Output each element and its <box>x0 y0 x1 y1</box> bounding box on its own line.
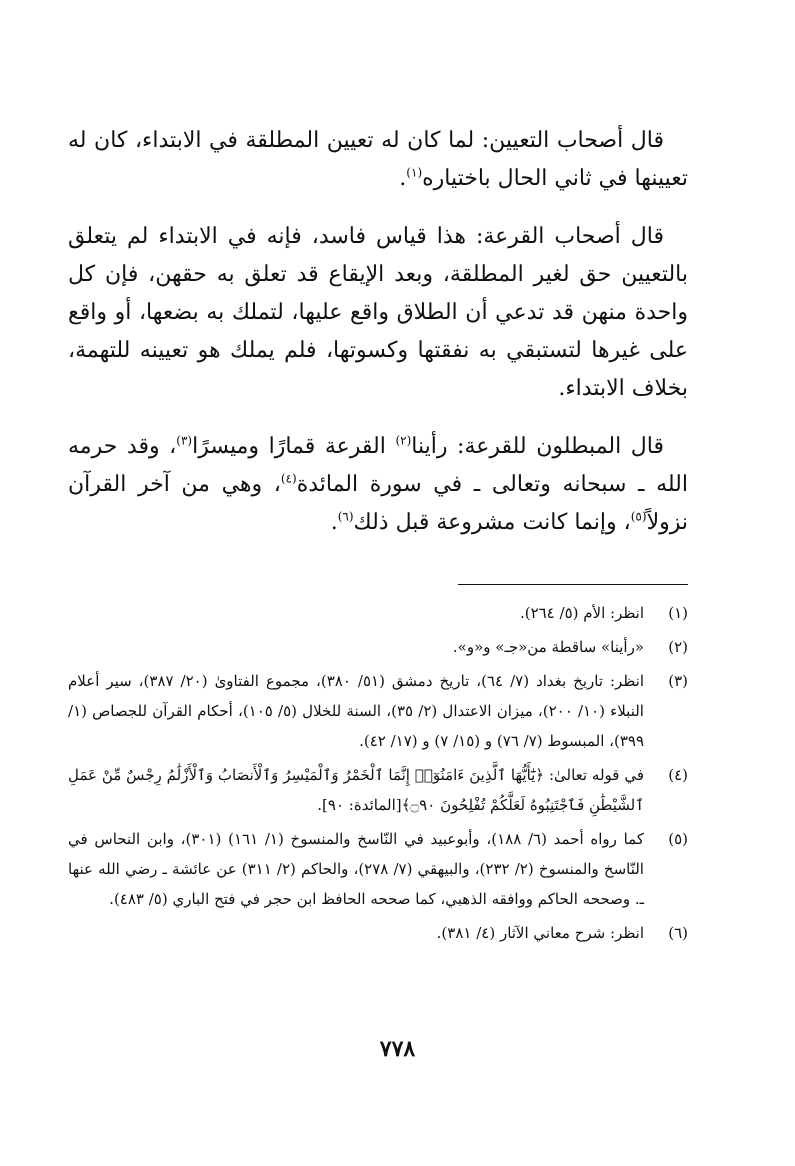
paragraph-1-text: قال أصحاب التعيين: لما كان له تعيين المطلقة في الابتداء، كان له تعيينها في ثاني الحال باختياره <box>68 128 688 191</box>
footnote-text: «رأينا» ساقطة من«جـ» و«و». <box>452 638 644 656</box>
footnote-text: انظر: الأم (٥/ ٢٦٤). <box>519 604 644 622</box>
footnote-marker-6[interactable]: (٦) <box>337 509 354 524</box>
paragraph-2-text: قال أصحاب القرعة: هذا قياس فاسد، فإنه في الابتداء لم يتعلق بالتعيين حق لغير المطلقة، وبعد الإيقاع قد تعلق به حقهن، فإن كل واحدة منهن قد تدعي أن الطلاق واقع عليها، لتملك به بضعها، أو واقع على غيرها لتستبقي به نفقتها وكسوتها، فلم يملك هو تعيينه للتهمة، بخلاف الابتداء. <box>68 224 688 401</box>
footnote-4 <box>68 760 688 820</box>
footnote-number: (١) <box>668 604 688 622</box>
paragraph-1-tail: . <box>399 166 407 191</box>
footnote-number: (٢) <box>668 638 688 656</box>
footnote-number: (٣) <box>668 672 688 690</box>
paragraph-2 <box>68 218 688 408</box>
paragraph-3-text-b: القرعة قمارًا وميسرًا <box>192 434 396 459</box>
footnote-3 <box>68 666 688 756</box>
footnote-marker-4[interactable]: (٤) <box>280 471 297 486</box>
footnotes <box>68 598 688 952</box>
footnote-marker-5[interactable]: (٥) <box>630 509 647 524</box>
footnote-text: كما رواه أحمد (٦/ ١٨٨)، وأبوعبيد في النّاسخ والمنسوخ (١/ ١٦١) (٣٠١)، وابن النحاس في النّاسخ والمنسوخ (٢/ ٢٣٢)، والبيهقي (٧/ ٢٧٨)، والحاكم (٢/ ٣١١) عن عائشة ـ رضي الله عنها ـ. وصححه الحاكم ووافقه الذهبي، كما صححه الحافظ ابن حجر في فتح الباري (٥/ ٤٨٣). <box>68 830 644 908</box>
footnote-marker-1[interactable]: (١) <box>406 165 423 180</box>
footnote-marker-3[interactable]: (٣) <box>176 433 193 448</box>
paragraph-3-text-a: قال المبطلون للقرعة: رأينا <box>411 434 665 459</box>
footnote-marker-2[interactable]: (٢) <box>395 433 412 448</box>
main-text <box>68 122 688 562</box>
footnote-text: في قوله تعالىٰ: ﴿يَٰٓأَيُّهَا ٱلَّذِينَ ءَامَنُوٓا۟ إِنَّمَا ٱلْخَمْرُ وَٱلْمَيْسِرُ وَٱلْأَنصَابُ وَٱلْأَزْلَٰمُ رِجْسٌ مِّنْ عَمَلِ ٱلشَّيْطَٰنِ فَٱجْتَنِبُوهُ لَعَلَّكُمْ تُفْلِحُونَ ۝٩٠﴾[المائدة: ٩٠]. <box>68 766 644 814</box>
footnote-2 <box>68 632 688 662</box>
footnote-number: (٤) <box>668 766 688 784</box>
footnote-number: (٦) <box>668 924 688 942</box>
paragraph-3-text-f: . <box>330 510 338 535</box>
footnote-text: انظر: تاريخ بغداد (٧/ ٦٤)، تاريخ دمشق (٥١/ ٣٨٠)، مجموع الفتاوىٰ (٢٠/ ٣٨٧)، سير أعلام النبلاء (١٠/ ٢٠٠)، ميزان الاعتدال (٢/ ٣٥)، السنة للخلال (٥/ ١٠٥)، أحكام القرآن للجصاص (١/ ٣٩٩)، المبسوط (٧/ ٧٦) و (١٥/ ٧) و (١٧/ ٤٢). <box>68 672 644 750</box>
paragraph-3 <box>68 428 688 542</box>
paragraph-3-text-e: ، وإنما كانت مشروعة قبل ذلك <box>353 510 631 535</box>
footnote-divider <box>458 584 688 585</box>
paragraph-1 <box>68 122 688 198</box>
footnote-number: (٥) <box>668 830 688 848</box>
page-number: ٧٧٨ <box>379 1036 416 1062</box>
paragraph-3-text-c: ، وقد حرمه الله ـ سبحانه وتعالى ـ في سورة المائدة <box>68 434 688 497</box>
footnote-6 <box>68 918 688 948</box>
footnote-1 <box>68 598 688 628</box>
paragraph-3-text-d: ، وهي من آخر القرآن نزولاً <box>68 472 688 535</box>
footnote-5 <box>68 824 688 914</box>
footnote-text: انظر: شرح معاني الآثار (٤/ ٣٨١). <box>436 924 644 942</box>
